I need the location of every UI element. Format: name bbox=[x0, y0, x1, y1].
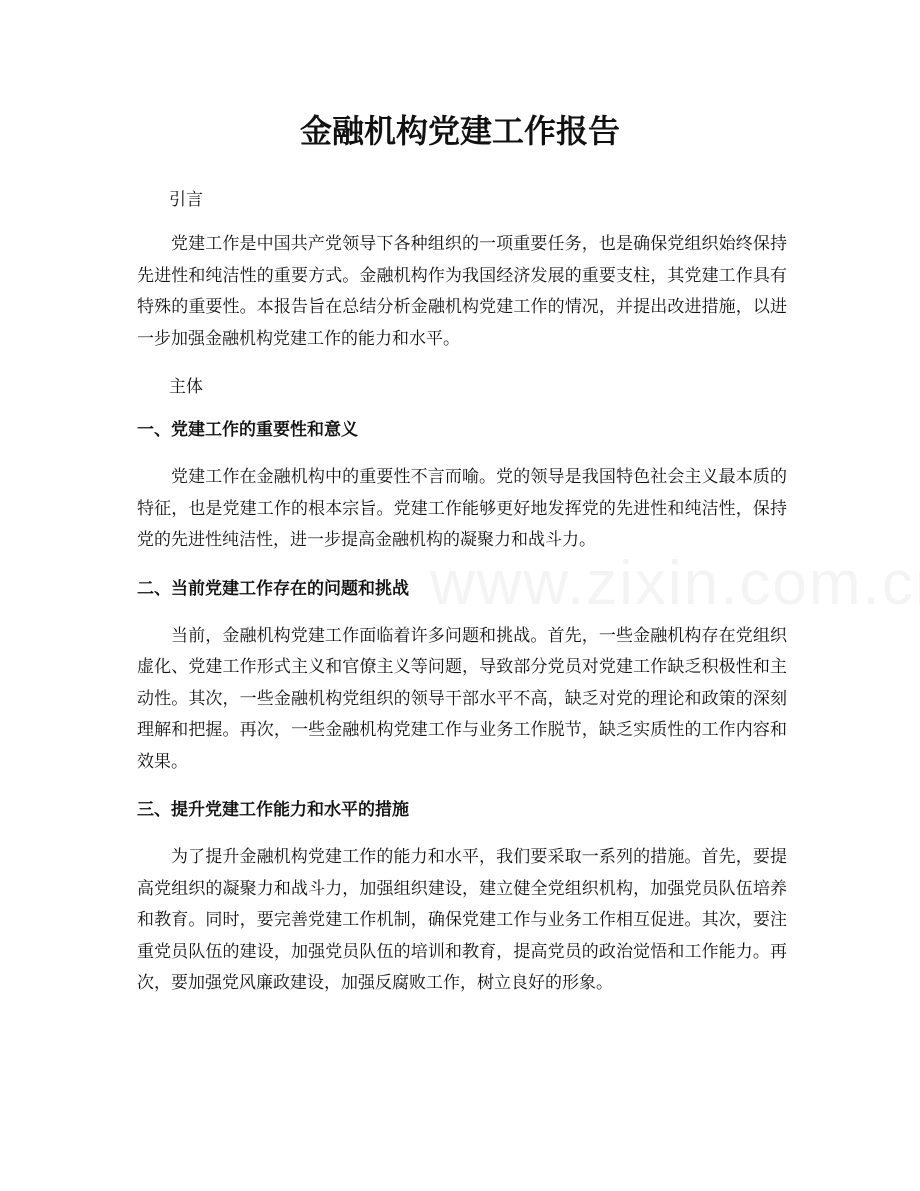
section-paragraph-3: 为了提升金融机构党建工作的能力和水平，我们要采取一系列的措施。首先，要提高党组织的凝聚力和战斗力，加强组织建设，建立健全党组织机构，加强党员队伍培养和教育。同时，要完善党建工作机制，确保党建工作与业务工作相互促进。其次，要注重党员队伍的建设，加强党员队伍的培训和教育，提高党员的政治觉悟和工作能力。再次，要加强党风廉政建设，加强反腐败工作，树立良好的形象。 bbox=[137, 847, 787, 993]
section-heading-3: 三、提升党建工作能力和水平的措施 bbox=[137, 800, 409, 820]
body-label: 主体 bbox=[169, 377, 203, 397]
section-heading-1: 一、党建工作的重要性和意义 bbox=[137, 420, 358, 440]
section-paragraph-1: 党建工作在金融机构中的重要性不言而喻。党的领导是我国特色社会主义最本质的特征，也是党建工作的根本宗旨。党建工作能够更好地发挥党的先进性和纯洁性，保持党的先进性纯洁性，进一步提高金融机构的凝聚力和战斗力。 bbox=[137, 467, 787, 550]
intro-label: 引言 bbox=[169, 190, 203, 210]
section-heading-2: 二、当前党建工作存在的问题和挑战 bbox=[137, 578, 409, 599]
section-paragraph-2: 当前，金融机构党建工作面临着许多问题和挑战。首先，一些金融机构存在党组织虚化、党建工作形式主义和官僚主义等问题，导致部分党员对党建工作缺乏积极性和主动性。其次，一些金融机构党组织的领导干部水平不高，缺乏对党的理论和政策的深刻理解和把握。再次，一些金融机构党建工作与业务工作脱节，缺乏实质性的工作内容和效果。 bbox=[137, 625, 787, 772]
document-title: 金融机构党建工作报告 bbox=[299, 112, 620, 150]
intro-paragraph: 党建工作是中国共产党领导下各种组织的一项重要任务，也是确保党组织始终保持先进性和纯洁性的重要方式。金融机构作为我国经济发展的重要支柱，其党建工作具有特殊的重要性。本报告旨在总结分析金融机构党建工作的情况，并提出改进措施，以进一步加强金融机构党建工作的能力和水平。 bbox=[137, 234, 787, 349]
document-body bbox=[137, 184, 787, 1000]
